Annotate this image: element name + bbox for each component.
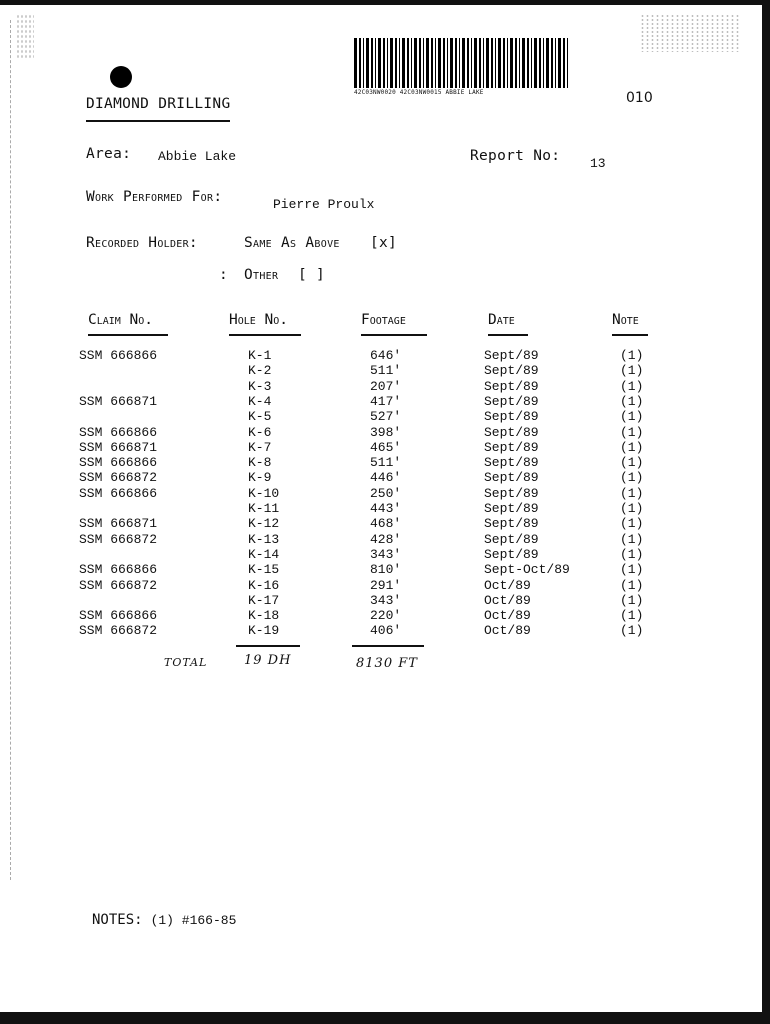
barcode-bar [467, 38, 469, 88]
hole-number: K-14 [248, 546, 280, 562]
claim-number: SSM 666872 [79, 531, 158, 547]
footage-value: 446' [370, 470, 402, 486]
footage-value: 343' [370, 546, 402, 562]
column-header-claim: Claim No. [88, 312, 154, 328]
barcode-bar [495, 38, 496, 88]
date-value: Sept/89 [484, 409, 539, 425]
note-value: (1) [620, 439, 644, 455]
note-value: (1) [620, 455, 644, 471]
date-value: Sept-Oct/89 [484, 562, 570, 578]
scan-border-top [0, 0, 770, 5]
barcode-bar [519, 38, 520, 88]
note-value: (1) [620, 348, 644, 363]
hole-number: K-8 [248, 455, 272, 471]
barcode-bar [359, 38, 361, 88]
note-value: (1) [620, 562, 644, 578]
scan-border-left [10, 20, 12, 880]
barcode-bar [510, 38, 513, 88]
column-rule-footage [361, 334, 427, 336]
column-rule-claim [88, 334, 168, 336]
holder-other-checkbox: [ ] [298, 267, 326, 283]
total-footage: 8130 FT [356, 656, 418, 671]
footage-value: 406' [370, 623, 402, 639]
claim-number: SSM 666872 [79, 470, 158, 486]
claim-number: SSM 666866 [79, 485, 158, 501]
barcode [354, 38, 572, 88]
hole-number: K-19 [248, 623, 280, 639]
barcode-bar [455, 38, 457, 88]
report-label: Report No: [470, 148, 561, 164]
barcode-bar [414, 38, 417, 88]
claim-number: SSM 666866 [79, 562, 158, 578]
hole-number: K-15 [248, 562, 280, 578]
scan-border-bottom [0, 1012, 770, 1024]
barcode-bar [555, 38, 556, 88]
barcode-bar [378, 38, 381, 88]
note-value: (1) [620, 623, 644, 639]
date-value: Sept/89 [484, 378, 539, 394]
barcode-bar [438, 38, 441, 88]
barcode-bar [539, 38, 541, 88]
barcode-bar [411, 38, 412, 88]
note-value: (1) [620, 485, 644, 501]
hole-number: K-1 [248, 348, 272, 363]
date-value: Oct/89 [484, 577, 531, 593]
date-value: Sept/89 [484, 501, 539, 516]
claim-number: SSM 666866 [79, 455, 158, 471]
barcode-bar [407, 38, 409, 88]
scan-speckle [640, 14, 740, 52]
barcode-bar [371, 38, 373, 88]
notes [92, 912, 236, 928]
barcode-bar [402, 38, 405, 88]
barcode-bar [423, 38, 424, 88]
hole-number: K-16 [248, 577, 280, 593]
claim-number: SSM 666866 [79, 608, 158, 624]
barcode-bar [443, 38, 445, 88]
total-rule-holes [236, 645, 300, 647]
barcode-bar [563, 38, 565, 88]
barcode-bar [363, 38, 364, 88]
hole-number: K-11 [248, 501, 280, 516]
barcode-bar [459, 38, 460, 88]
claim-number: SSM 666871 [79, 516, 158, 532]
hole-number: K-18 [248, 608, 280, 624]
barcode-bar [527, 38, 529, 88]
barcode-bar [426, 38, 429, 88]
punch-hole [110, 66, 132, 88]
date-value: Oct/89 [484, 608, 531, 624]
barcode-bar [515, 38, 517, 88]
column-header-footage: Footage [361, 312, 406, 328]
notes-label: NOTES: [92, 912, 143, 928]
hole-number: K-12 [248, 516, 280, 532]
area-label: Area: [86, 146, 132, 162]
scan-border-right [762, 0, 770, 1024]
barcode-bar [395, 38, 397, 88]
hole-number: K-3 [248, 378, 272, 394]
hole-number: K-6 [248, 424, 272, 440]
column-header-note: Note [612, 312, 639, 328]
barcode-bar [375, 38, 376, 88]
total-holes: 19 DH [244, 653, 292, 668]
date-value: Sept/89 [484, 485, 539, 501]
claim-number: SSM 666866 [79, 424, 158, 440]
report-value: 13 [590, 156, 606, 171]
hole-number: K-10 [248, 485, 280, 501]
column-header-hole: Hole No. [229, 312, 289, 328]
date-value: Sept/89 [484, 348, 539, 363]
barcode-bar [471, 38, 472, 88]
barcode-bar [354, 38, 357, 88]
date-value: Oct/89 [484, 592, 531, 608]
column-rule-note [612, 334, 648, 336]
total-rule-footage [352, 645, 424, 647]
barcode-bar [551, 38, 553, 88]
date-value: Sept/89 [484, 424, 539, 440]
title-underline [86, 120, 230, 122]
footage-value: 207' [370, 378, 402, 394]
date-value: Sept/89 [484, 516, 539, 532]
footage-value: 527' [370, 409, 402, 425]
hole-number: K-13 [248, 531, 280, 547]
barcode-bar [491, 38, 493, 88]
hole-number: K-2 [248, 363, 272, 379]
claim-number: SSM 666871 [79, 439, 158, 455]
footage-value: 646' [370, 348, 402, 363]
footage-value: 428' [370, 531, 402, 547]
barcode-bar [483, 38, 484, 88]
footage-value: 343' [370, 592, 402, 608]
note-value: (1) [620, 577, 644, 593]
claim-number: SSM 666872 [79, 577, 158, 593]
barcode-bar [498, 38, 501, 88]
barcode-bar [447, 38, 448, 88]
barcode-bar [366, 38, 369, 88]
footage-value: 250' [370, 485, 402, 501]
footage-value: 443' [370, 501, 402, 516]
barcode-bar [479, 38, 481, 88]
note-value: (1) [620, 470, 644, 486]
claim-number: SSM 666872 [79, 623, 158, 639]
barcode-bar [567, 38, 568, 88]
barcode-bar [419, 38, 421, 88]
note-value: (1) [620, 516, 644, 532]
barcode-bar [522, 38, 525, 88]
barcode-bar [531, 38, 532, 88]
date-value: Oct/89 [484, 623, 531, 639]
claim-number: SSM 666871 [79, 393, 158, 409]
barcode-bar [558, 38, 561, 88]
holder-same-checkbox: [x] [370, 235, 398, 251]
barcode-bar [450, 38, 453, 88]
note-value: (1) [620, 531, 644, 547]
date-value: Sept/89 [484, 393, 539, 409]
column-header-date: Date [488, 312, 515, 328]
barcode-caption: 42C03NW0020 42C03NW0015 ABBIE LAKE [354, 89, 484, 96]
column-rule-hole [229, 334, 301, 336]
note-value: (1) [620, 393, 644, 409]
holder-other: Other [244, 267, 279, 283]
note-value: (1) [620, 409, 644, 425]
note-value: (1) [620, 424, 644, 440]
holder-other-colon: : [219, 267, 229, 283]
note-value: (1) [620, 546, 644, 562]
footage-value: 417' [370, 393, 402, 409]
hole-number: K-7 [248, 439, 272, 455]
date-value: Sept/89 [484, 455, 539, 471]
footage-value: 810' [370, 562, 402, 578]
barcode-bar [383, 38, 385, 88]
holder-same-as-above: Same As Above [244, 235, 340, 251]
barcode-bar [435, 38, 436, 88]
barcode-bar [474, 38, 477, 88]
barcode-bar [462, 38, 465, 88]
total-label: TOTAL [164, 656, 208, 669]
barcode-bar [486, 38, 489, 88]
barcode-bar [390, 38, 393, 88]
notes-text: (1) #166-85 [150, 913, 237, 928]
note-value: (1) [620, 363, 644, 379]
hole-number: K-9 [248, 470, 272, 486]
barcode-bar [546, 38, 549, 88]
page-number: 010 [626, 90, 653, 106]
date-value: Sept/89 [484, 546, 539, 562]
barcode-bar [543, 38, 544, 88]
barcode-bar [503, 38, 505, 88]
date-value: Sept/89 [484, 470, 539, 486]
barcode-bar [431, 38, 433, 88]
barcode-bar [534, 38, 537, 88]
hole-number: K-4 [248, 393, 272, 409]
date-value: Sept/89 [484, 363, 539, 379]
barcode-bar [387, 38, 388, 88]
footage-value: 398' [370, 424, 402, 440]
hole-number: K-17 [248, 592, 280, 608]
work-performed-value: Pierre Proulx [273, 197, 375, 212]
date-value: Sept/89 [484, 439, 539, 455]
note-value: (1) [620, 592, 644, 608]
note-value: (1) [620, 608, 644, 624]
note-value: (1) [620, 378, 644, 394]
column-rule-date [488, 334, 528, 336]
date-value: Sept/89 [484, 531, 539, 547]
footage-value: 220' [370, 608, 402, 624]
footage-value: 465' [370, 439, 402, 455]
barcode-bar [399, 38, 400, 88]
footage-value: 511' [370, 363, 402, 379]
footage-value: 468' [370, 516, 402, 532]
claim-number: SSM 666866 [79, 348, 158, 363]
footage-value: 291' [370, 577, 402, 593]
footage-value: 511' [370, 455, 402, 471]
hole-number: K-5 [248, 409, 272, 425]
note-value: (1) [620, 501, 644, 516]
scan-speckle-left [16, 14, 34, 60]
area-value: Abbie Lake [158, 149, 237, 164]
barcode-bar [507, 38, 508, 88]
work-performed-label: Work Performed For: [86, 189, 223, 205]
document-title: DIAMOND DRILLING [86, 96, 231, 112]
recorded-holder-label: Recorded Holder: [86, 235, 198, 251]
